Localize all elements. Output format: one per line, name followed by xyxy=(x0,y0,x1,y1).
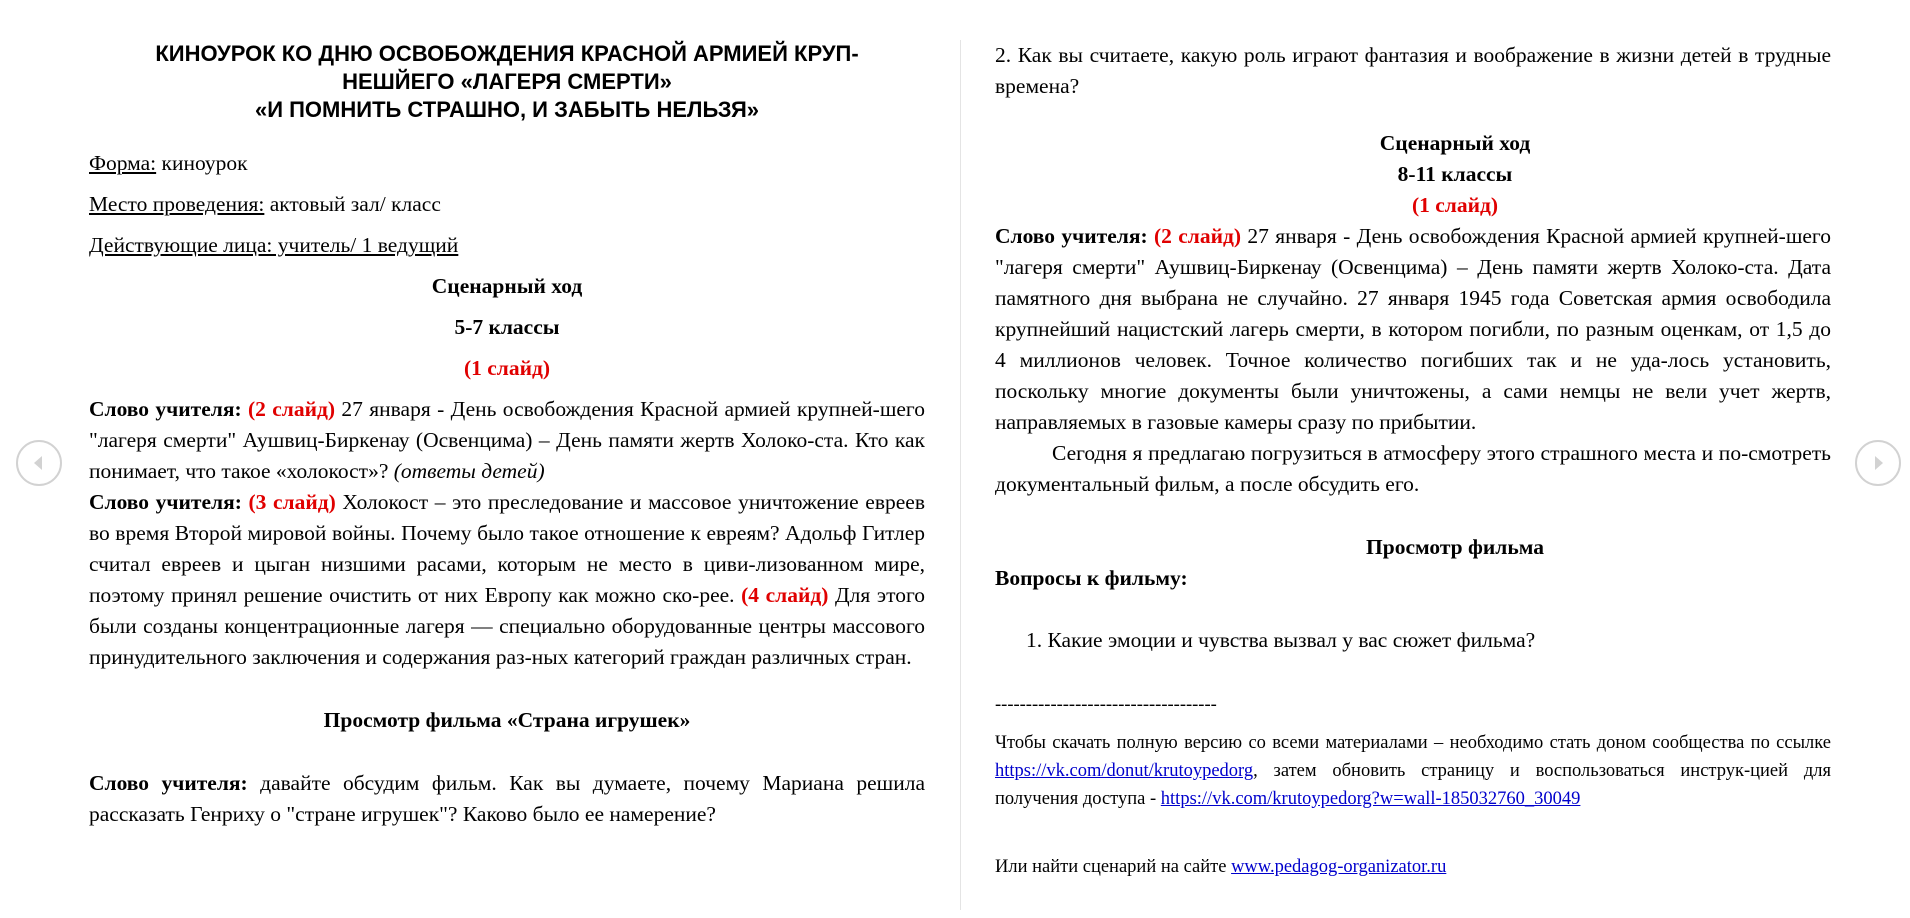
scenario-heading: Сценарный ход xyxy=(431,274,583,298)
teacher-label: Слово учителя: xyxy=(89,771,261,795)
download-info xyxy=(995,729,1831,813)
question-1: 1. Какие эмоции и чувства вызвал у вас сюжет фильма? xyxy=(1026,628,1536,652)
paragraph-1-text: 27 января - День освобождения Красной армией крупней-шего "лагеря смерти" Аушвиц-Биркенау (Освенцима) – День памяти жертв Холоко-ста. Кто как понимает, что такое «холокост»? xyxy=(89,397,925,483)
grades-heading: 8-11 классы xyxy=(1397,162,1513,186)
donut-link[interactable]: https://vk.com/donut/krutoypedorg xyxy=(995,761,1254,781)
grades-heading: 5-7 классы xyxy=(454,315,560,339)
slide-1-label xyxy=(995,190,1831,221)
prev-page-button[interactable] xyxy=(16,440,62,486)
paragraph-2-text: Холокост – это преследование и массовое уничтожение евреев во время Второй мировой войны. Почему было такое отношение к евреям? Адольф Гитлер считал евреев и цыган низшими расами, которым не место в циви-лизованном мире, поэтому принял решение очистить от них Европу как можно ско-рее. xyxy=(89,490,925,607)
slide-1-text: (1 слайд) xyxy=(1411,193,1499,217)
teacher-label: Слово учителя: xyxy=(89,490,249,514)
next-page-button[interactable] xyxy=(1855,440,1901,486)
scenario-block xyxy=(995,128,1831,221)
title-line-2: НЕШЙЕГО «ЛАГЕРЯ СМЕРТИ» xyxy=(342,69,672,94)
slide-1-label xyxy=(89,353,925,384)
persons-field xyxy=(89,230,925,261)
paragraph-3-text: давайте обсудим фильм. Как вы думаете, почему Мариана решила рассказать Генриху о "стране игрушек"? Каково было ее намерение? xyxy=(89,771,925,826)
place-label: Место проведения: xyxy=(89,192,265,216)
paragraph-2-text-continued: Для этого были созданы концентрационные лагеря — специально оборудованные центры массового принудительного заключения и содержания раз-ных категорий граждан различных стран. xyxy=(89,583,925,669)
film-heading: Просмотр фильма «Страна игрушек» xyxy=(323,708,691,732)
title-line-1: КИНОУРОК КО ДНЮ ОСВОБОЖДЕНИЯ КРАСНОЙ АРМИЕЙ КРУП- xyxy=(155,41,859,66)
title-line-3: «И ПОМНИТЬ СТРАШНО, И ЗАБЫТЬ НЕЛЬЗЯ» xyxy=(254,97,760,122)
download-text-1: Чтобы скачать полную версию со всеми материалами – необходимо стать доном сообщества по ссылке xyxy=(995,733,1831,753)
chevron-left-icon xyxy=(30,454,48,472)
persons-text: Действующие лица: учитель/ 1 ведущий xyxy=(89,233,459,257)
slide-3-label: (3 слайд) xyxy=(248,490,336,514)
right-page xyxy=(995,40,1831,881)
questions-heading: Вопросы к фильму: xyxy=(995,566,1188,590)
paragraph-2: Сегодня я предлагаю погрузиться в атмосферу этого страшного места и по-смотреть документальный фильм, а после обсудить его. xyxy=(995,441,1831,496)
place-value: актовый зал/ класс xyxy=(264,192,441,216)
teacher-label: Слово учителя: xyxy=(89,397,248,421)
place-field xyxy=(89,189,925,220)
teacher-paragraph-1 xyxy=(995,221,1831,438)
question-2: 2. Как вы считаете, какую роль играют фантазия и воображение в жизни детей в трудные времена? xyxy=(995,43,1831,98)
page-divider xyxy=(960,40,961,910)
form-field xyxy=(89,148,925,179)
teacher-paragraph-1 xyxy=(89,394,925,487)
site-text: Или найти сценарий на сайте xyxy=(995,857,1232,877)
form-value: киноурок xyxy=(156,151,248,175)
separator-line: ------------------------------------ xyxy=(995,695,1217,715)
slide-1-text: (1 слайд) xyxy=(463,356,551,380)
site-info xyxy=(995,853,1831,881)
scenario-heading: Сценарный ход xyxy=(1379,131,1531,155)
site-link[interactable]: www.pedagog-organizator.ru xyxy=(1231,857,1447,877)
document-title xyxy=(89,40,925,124)
slide-2-label: (2 слайд) xyxy=(247,397,336,421)
slide-4-label: (4 слайд) xyxy=(741,583,829,607)
form-label: Форма: xyxy=(89,151,157,175)
film-heading: Просмотр фильма xyxy=(1366,535,1544,559)
left-page xyxy=(89,40,925,830)
download-text-2: , затем обновить страницу и воспользоваться инструк-цией для получения доступа - xyxy=(995,761,1831,809)
chevron-right-icon xyxy=(1869,454,1887,472)
slide-2-label: (2 слайд) xyxy=(1153,224,1242,248)
teacher-paragraph-3 xyxy=(89,768,925,830)
wall-link[interactable]: https://vk.com/krutoypedorg?w=wall-185032760_30049 xyxy=(1160,789,1581,809)
children-answers: (ответы детей) xyxy=(393,459,545,483)
teacher-paragraph-2 xyxy=(89,487,925,673)
paragraph-1-text: 27 января - День освобождения Красной армией крупней-шего "лагеря смерти" Аушвиц-Биркенау (Освенцима) – День памяти жертв Холоко-ста. Дата памятного дня выбрана не случайно. 27 января 1945 года Советская армия освободила крупнейший нацистский лагерь смерти, в котором погибли, по разным оценкам, от 1,5 до 4 миллионов человек. Точное количество погибших так и не уда-лось установить, поскольку многие документы были уничтожены, а сами немцы не вели учет жертв, направляемых в газовые камеры сразу по прибытии. xyxy=(995,224,1831,434)
teacher-label: Слово учителя: xyxy=(995,224,1154,248)
